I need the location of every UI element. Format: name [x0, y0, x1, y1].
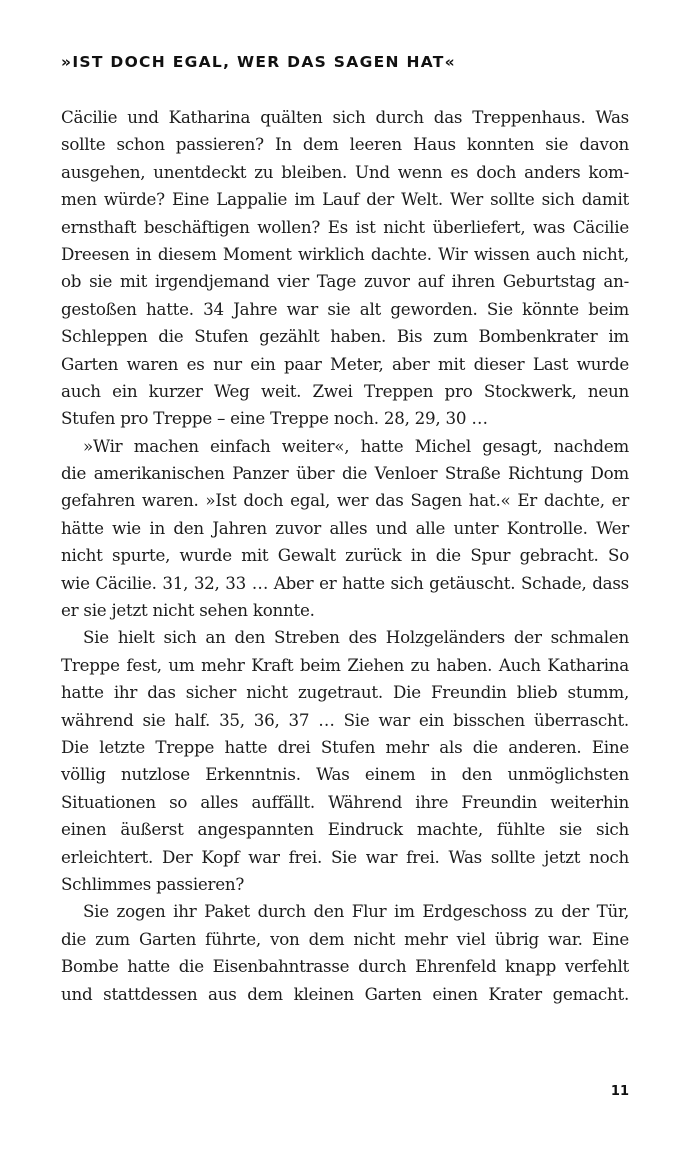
- body-text: [61, 104, 629, 1008]
- text-line: auch ein kurzer Weg weit. Zwei Treppen pro Stockwerk, neun: [61, 380, 629, 401]
- running-head: »IST DOCH EGAL, WER DAS SAGEN HAT«: [61, 53, 456, 71]
- text-line: die zum Garten führte, von dem nicht mehr viel übrig war. Eine: [61, 928, 629, 949]
- text-line: Stufen pro Treppe – eine Treppe noch. 28, 29, 30 …: [61, 408, 488, 429]
- text-line: völlig nutzlose Erkenntnis. Was einem in den unmöglichsten: [61, 764, 629, 785]
- text-line: ob sie mit irgendjemand vier Tage zuvor auf ihren Geburtstag an-: [61, 271, 629, 292]
- page-number: 11: [610, 1084, 629, 1099]
- text-line: während sie half. 35, 36, 37 … Sie war ein bisschen überrascht.: [61, 709, 629, 730]
- text-line: Cäcilie und Katharina quälten sich durch das Treppenhaus. Was: [61, 107, 629, 127]
- text-line: hatte ihr das sicher nicht zugetraut. Die Freundin blieb stumm,: [61, 682, 629, 703]
- text-line: einen äußerst angespannten Eindruck machte, fühlte sie sich: [61, 819, 629, 840]
- text-line: erleichtert. Der Kopf war frei. Sie war frei. Was sollte jetzt noch: [61, 846, 629, 867]
- text-line: sollte schon passieren? In dem leeren Haus konnten sie davon: [61, 134, 629, 155]
- text-line: Treppe fest, um mehr Kraft beim Ziehen zu haben. Auch Katharina: [61, 654, 629, 675]
- text-line: und stattdessen aus dem kleinen Garten einen Krater gemacht.: [61, 983, 629, 1004]
- text-line: ausgehen, unentdeckt zu bleiben. Und wenn es doch anders kom-: [61, 161, 629, 182]
- text-line: Sie hielt sich an den Streben des Holzgeländers der schmalen: [83, 627, 629, 648]
- text-line: hätte wie in den Jahren zuvor alles und alle unter Kontrolle. Wer: [61, 517, 629, 538]
- text-line: gestoßen hatte. 34 Jahre war sie alt geworden. Sie könnte beim: [61, 298, 629, 319]
- text-line: men würde? Eine Lappalie im Lauf der Welt. Wer sollte sich damit: [61, 189, 629, 210]
- text-line: Die letzte Treppe hatte drei Stufen mehr als die anderen. Eine: [61, 736, 629, 757]
- text-line: Sie zogen ihr Paket durch den Flur im Erdgeschoss zu der Tür,: [83, 901, 629, 922]
- text-line: Schlimmes passieren?: [61, 873, 245, 894]
- text-line: »Wir machen einfach weiter«, hatte Michel gesagt, nachdem: [83, 435, 629, 456]
- text-line: Situationen so alles auffällt. Während ihre Freundin weiterhin: [61, 791, 629, 812]
- text-line: Schleppen die Stufen gezählt haben. Bis zum Bombenkrater im: [61, 326, 629, 347]
- text-line: Garten waren es nur ein paar Meter, aber mit dieser Last wurde: [61, 353, 629, 374]
- text-line: wie Cäcilie. 31, 32, 33 … Aber er hatte sich getäuscht. Schade, dass: [61, 572, 629, 593]
- text-line: Dreesen in diesem Moment wirklich dachte. Wir wissen auch nicht,: [61, 243, 629, 264]
- text-line: ernsthaft beschäftigen wollen? Es ist nicht überliefert, was Cäcilie: [61, 216, 629, 237]
- text-line: er sie jetzt nicht sehen konnte.: [61, 600, 315, 621]
- text-line: gefahren waren. »Ist doch egal, wer das Sagen hat.« Er dachte, er: [61, 490, 629, 511]
- text-line: die amerikanischen Panzer über die Venloer Straße Richtung Dom: [61, 463, 629, 484]
- text-line: Bombe hatte die Eisenbahntrasse durch Ehrenfeld knapp verfehlt: [61, 956, 629, 977]
- text-line: nicht spurte, wurde mit Gewalt zurück in die Spur gebracht. So: [61, 545, 629, 566]
